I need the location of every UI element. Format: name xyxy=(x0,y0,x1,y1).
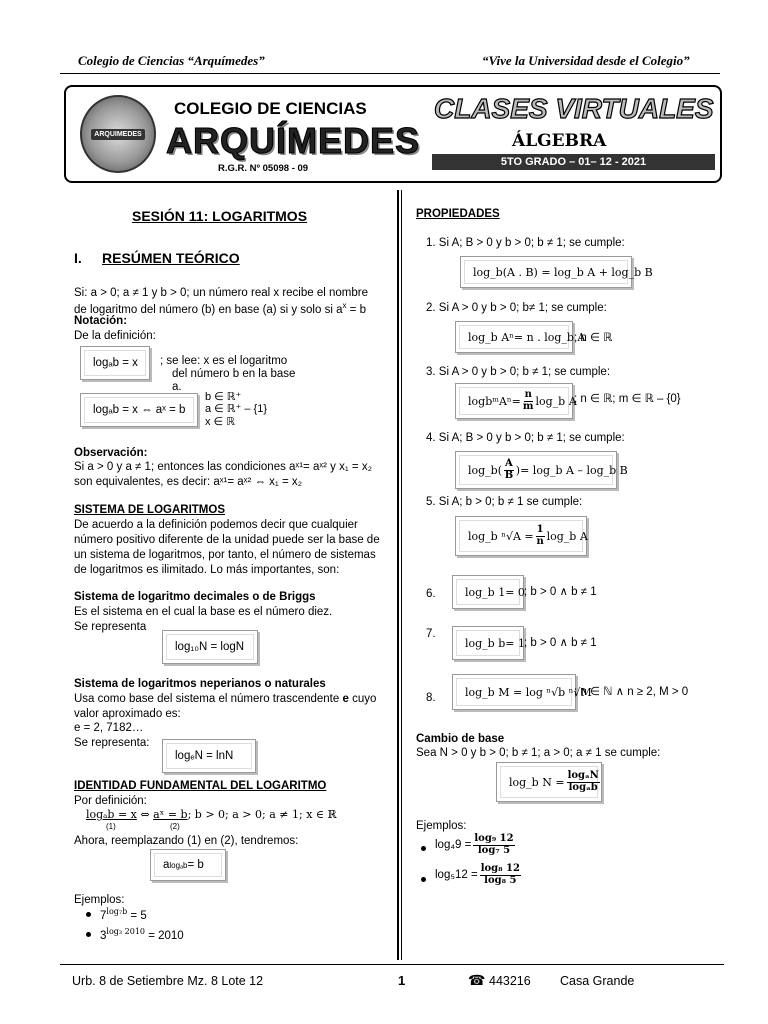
ejemplos-right-title: Ejemplos: xyxy=(416,820,467,832)
identidad-title: IDENTIDAD FUNDAMENTAL DEL LOGARITMO xyxy=(74,780,327,792)
rgr: R.G.R. Nº 05098 - 09 xyxy=(218,163,309,174)
sistema-title: SISTEMA DE LOGARITMOS xyxy=(74,504,225,516)
column-divider-inner xyxy=(401,190,402,960)
prop-3-box: log bᵐAⁿ= $\frac{n}{m}$ log_b A xyxy=(455,383,573,419)
se-lee-2: del número b en la base xyxy=(172,368,296,380)
prop-3-tail: ; n ∈ ℝ; m ∈ ℝ – {0} xyxy=(574,393,681,405)
prop-7-num: 7. xyxy=(426,628,436,640)
briggs-line-2: Se representa xyxy=(74,621,147,633)
sistema-line-4: de logaritmos es ilimitado. Lo más importantes, son: xyxy=(74,564,340,576)
formula-box-identidad: a logₐb = b xyxy=(150,849,226,881)
prop-6-box: log_b 1= 0 xyxy=(452,575,524,609)
prop-7-tail: ; b > 0 ∧ b ≠ 1 xyxy=(524,637,597,649)
se-lee-3: a. xyxy=(172,381,182,393)
propiedades-title: PROPIEDADES xyxy=(416,208,500,220)
identidad-equation: logₐb = x ⇔ aˣ = b; b > 0; a > 0; a ≠ 1; x ∈ ℝ xyxy=(86,808,337,821)
definition-line-2: de logaritmo del número (b) en base (a) si y solo si $a^x = b$ xyxy=(74,301,366,316)
prop-5-box: log_b ⁿ√A = $\frac{1}{n}$ log_b A xyxy=(455,516,587,556)
page-number: 1 xyxy=(398,973,406,988)
ejemplo-right-2: log₅12 = $\frac{\text{log₈ 12}}{\text{log₈ 5}}$ xyxy=(435,863,520,886)
briggs-line-1: Es el sistema en el cual la base es el número diez. xyxy=(74,606,333,618)
neperianos-line-1: Usa como base del sistema el número trascendente e cuyo xyxy=(74,693,377,705)
identidad-label-1: (1) xyxy=(106,822,116,831)
formula-box-neperiano: logₑN = lnN xyxy=(162,739,256,773)
bullet xyxy=(86,912,91,917)
prop-8-box: log_b M = log ⁿ√b ⁿ√M xyxy=(452,674,576,710)
header-left: Colegio de Ciencias “Arquímedes” xyxy=(78,53,265,68)
neperianos-line-2: valor aproximado es: xyxy=(74,708,181,720)
ejemplo-left-1: $7^{log_7b} = 5$ xyxy=(100,907,147,922)
prop-1-box: log_b(A . B) = log_b A + log_b B xyxy=(460,256,632,288)
observacion-line-1: Si a > 0 y a ≠ 1; entonces las condiciones aˣ¹= aˣ² y x₁ = x₂ xyxy=(74,461,373,473)
subject: ÁLGEBRA xyxy=(512,131,607,151)
ejemplos-left-title: Ejemplos: xyxy=(74,894,125,906)
school-name: ARQUÍMEDES xyxy=(166,120,421,161)
prop-2-box: log_b Aⁿ= n . log_b A xyxy=(455,321,573,353)
session-title: SESIÓN 11: LOGARITMOS xyxy=(132,208,308,224)
prop-5-text: 5. Si A; b > 0; b ≠ 1 se cumple: xyxy=(426,496,583,508)
identidad-line-1: Por definición: xyxy=(74,795,147,807)
prop-4-box: log_b ( $\frac{A}{B}$ ) = log_b A – log_b B xyxy=(455,451,617,489)
observacion-title: Observación: xyxy=(74,447,148,459)
identidad-label-2: (2) xyxy=(170,822,180,831)
prop-2-text: 2. Si A > 0 y b > 0; b≠ 1; se cumple: xyxy=(426,302,607,314)
prop-6-tail: ; b > 0 ∧ b ≠ 1 xyxy=(524,586,597,598)
se-lee-1: ; se lee: x es el logaritmo xyxy=(160,355,288,367)
sistema-line-3: un sistema de logaritmos, por tanto, el número de sistemas xyxy=(74,549,376,561)
prop-7-box: log_b b= 1 xyxy=(452,626,524,660)
prop-1-text: 1. Si A; B > 0 y b > 0; b ≠ 1; se cumple: xyxy=(426,237,625,249)
ejemplo-left-2: $3^{log_3 2010} = 2010$ xyxy=(100,927,184,942)
neperianos-line-4: Se representa: xyxy=(74,737,150,749)
condition-a: a ∈ ℝ⁺ – {1} xyxy=(205,403,268,415)
logo-text: ARQUIMEDES xyxy=(91,129,144,140)
identidad-line-2: Ahora, reemplazando (1) en (2), tendremos: xyxy=(74,835,299,847)
prop-6-num: 6. xyxy=(426,588,436,600)
footer-address: Urb. 8 de Setiembre Mz. 8 Lote 12 xyxy=(72,974,264,988)
observacion-line-2: son equivalentes, es decir: aˣ¹= aˣ² ⇔ x₁ = x₂ xyxy=(74,476,303,488)
prop-3-text: 3. Si A > 0 y b > 0; b ≠ 1; se cumple: xyxy=(426,366,611,378)
briggs-title: Sistema de logaritmo decimales o de Briggs xyxy=(74,591,316,603)
school-line: COLEGIO DE CIENCIAS xyxy=(174,99,367,118)
neperianos-line-3: e = 2, 7182… xyxy=(74,722,144,734)
bullet xyxy=(421,846,426,851)
grade-bar: 5TO GRADO – 01– 12 - 2021 xyxy=(432,154,715,170)
cambio-base-box: log_b N = $\frac{\text{logₐN}}{\text{logₐb}}$ xyxy=(496,762,602,802)
footer-rule xyxy=(60,964,724,965)
prop-8-tail: ; n ∈ ℕ ∧ n ≥ 2, M > 0 xyxy=(574,686,689,698)
school-logo xyxy=(80,95,156,173)
prop-4-text: 4. Si A; B > 0 y b > 0; b ≠ 1; se cumple: xyxy=(426,432,625,444)
section-num: I. xyxy=(74,250,82,266)
notacion-label: Notación: xyxy=(74,315,128,327)
footer-phone: 443216 xyxy=(489,974,531,988)
formula-box-equiv: logₐb = x ⇔ aˣ = b xyxy=(80,393,198,427)
prop-2-tail: ; n ∈ ℝ xyxy=(574,332,613,344)
formula-box-logab: logₐb = x xyxy=(80,346,150,380)
formula-box-briggs: log₁₀N = logN xyxy=(162,630,258,664)
prop-8-num: 8. xyxy=(426,692,436,704)
footer-city: Casa Grande xyxy=(560,974,635,988)
cambio-base-title: Cambio de base xyxy=(416,733,505,745)
definition-line-1: Si: a > 0; a ≠ 1 y b > 0; un número real x recibe el nombre xyxy=(74,287,368,299)
phone-icon: ☎ xyxy=(468,972,486,988)
cambio-base-text: Sea N > 0 y b > 0; b ≠ 1; a > 0; a ≠ 1 se cumple: xyxy=(416,747,661,759)
ejemplo-right-1: log₄9 = $\frac{\text{log₉ 12}}{\text{log₇ 5}}$ xyxy=(435,833,514,856)
condition-x: x ∈ ℝ xyxy=(205,416,235,428)
de-definicion: De la definición: xyxy=(74,330,156,342)
bullet xyxy=(86,932,91,937)
section-title: RESÚMEN TEÓRICO xyxy=(102,250,240,266)
sistema-line-1: De acuerdo a la definición podemos decir que cualquier xyxy=(74,519,358,531)
header-rule xyxy=(60,73,720,74)
classes-title: CLASES VIRTUALES xyxy=(434,93,714,124)
sistema-line-2: número positivo diferente de la unidad puede ser la base de xyxy=(74,534,380,546)
column-divider xyxy=(397,190,399,960)
bullet xyxy=(421,877,426,882)
header-right: “Vive la Universidad desde el Colegio” xyxy=(482,53,690,68)
neperianos-title: Sistema de logaritmos neperianos o naturales xyxy=(74,678,326,690)
condition-b: b ∈ ℝ⁺ xyxy=(205,391,242,403)
